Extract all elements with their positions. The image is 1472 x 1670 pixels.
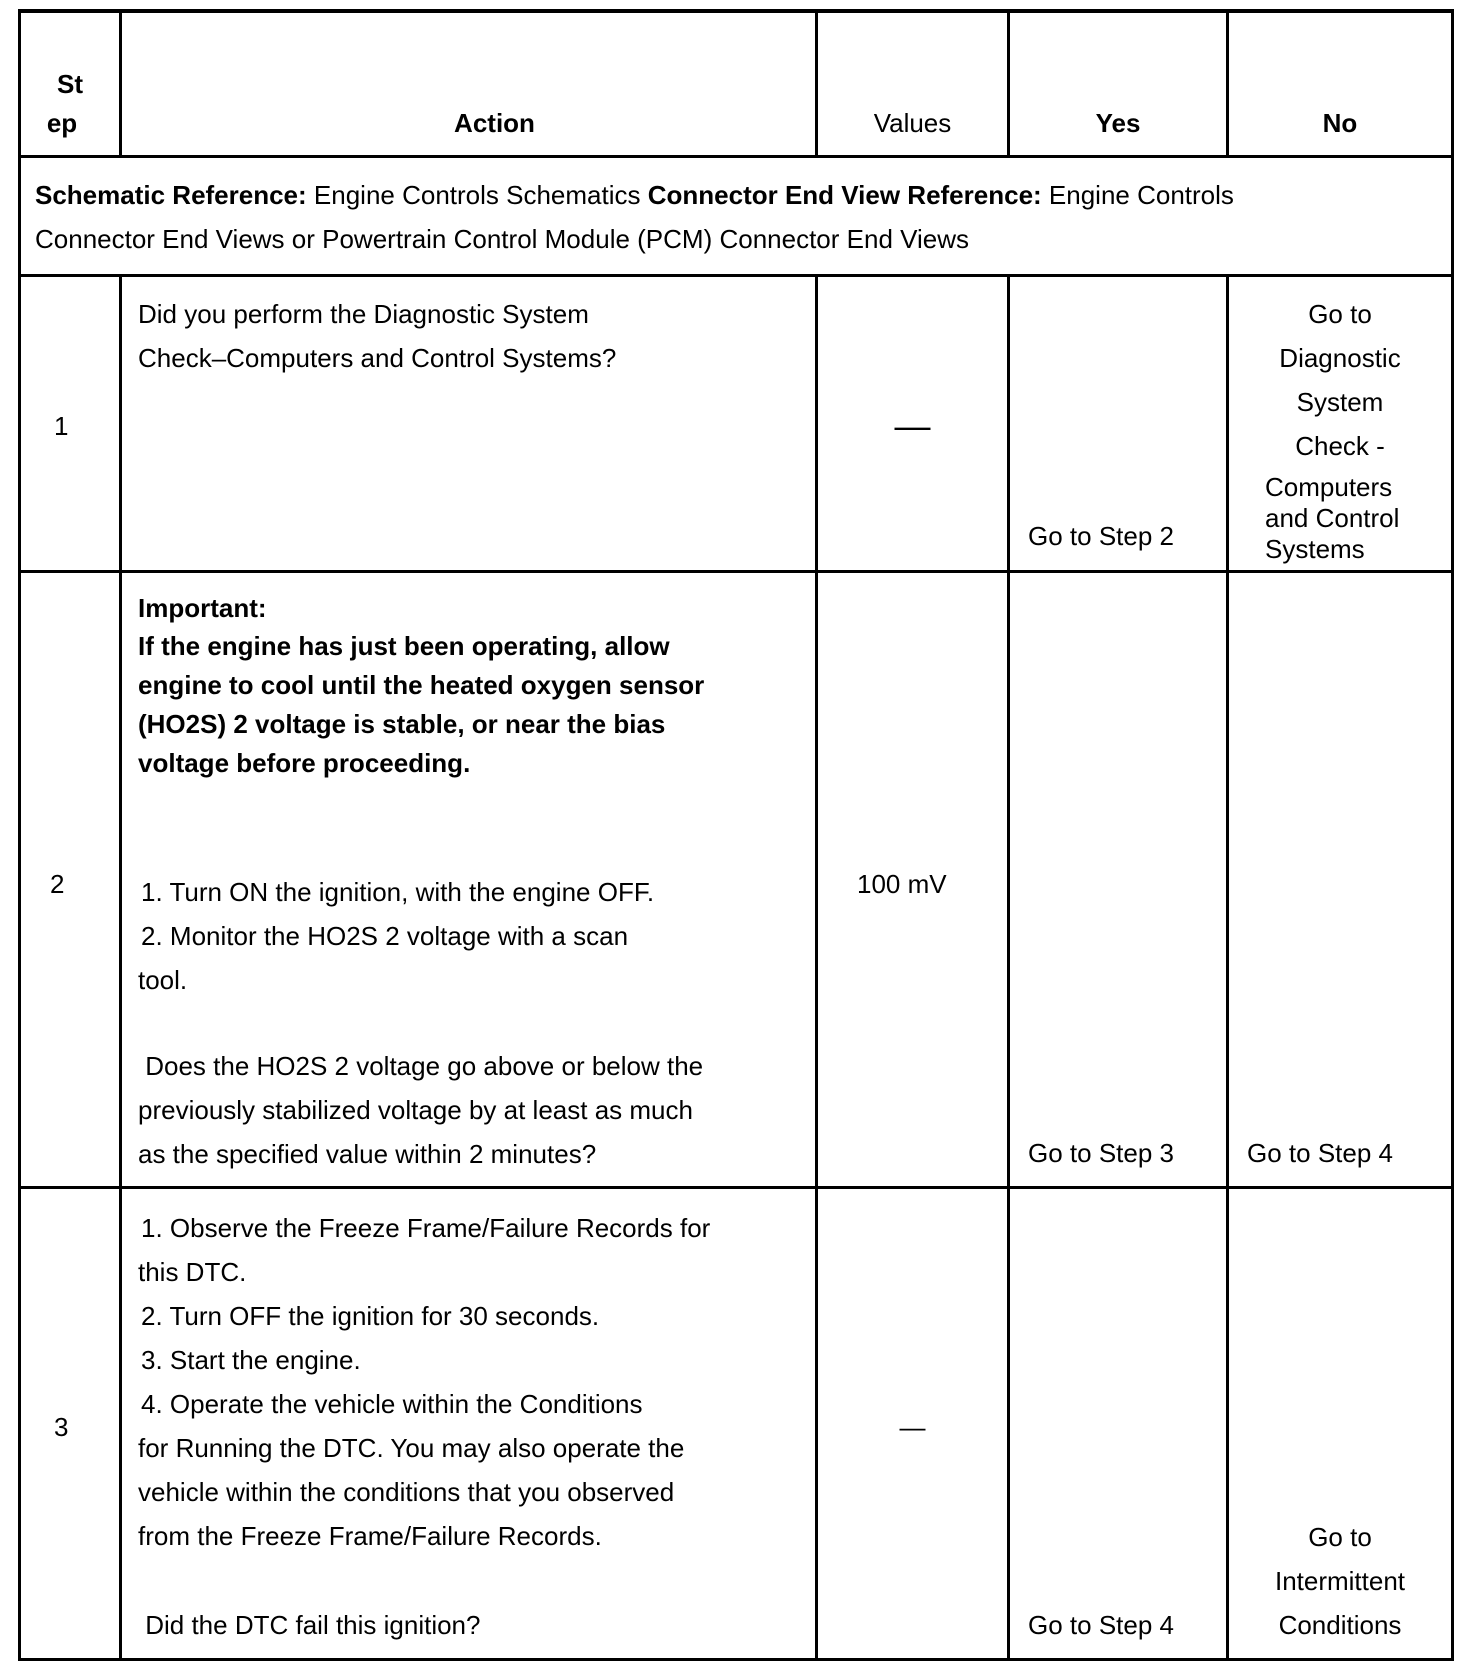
table-border-top <box>18 9 1454 13</box>
important-note-line: voltage before proceeding. <box>138 748 471 778</box>
header-yes: Yes <box>1095 108 1141 138</box>
step-number: 2 <box>50 869 65 899</box>
value-text: 100 mV <box>857 869 947 899</box>
action-step-item: this DTC. <box>138 1257 247 1287</box>
row1-divider <box>18 570 1454 573</box>
important-label: Important: <box>138 593 267 623</box>
header-no: No <box>1322 108 1358 138</box>
no-result: Go to Step 4 <box>1247 1138 1393 1168</box>
no-result-line: Conditions <box>1278 1610 1402 1640</box>
header-action: Action <box>454 108 535 138</box>
col-divider-step <box>119 274 122 1661</box>
no-result <box>1229 292 1451 468</box>
col-divider-values <box>1007 274 1010 1661</box>
important-note-line: (HO2S) 2 voltage is stable, or near the bias <box>138 709 666 739</box>
connector-reference-value: Engine Controls <box>1041 180 1234 210</box>
action-step-item: tool. <box>138 965 188 995</box>
value-text: — <box>899 1412 926 1442</box>
action-question-line: as the specified value within 2 minutes? <box>138 1139 597 1169</box>
row2-divider <box>18 1186 1454 1189</box>
action-text: Did you perform the Diagnostic System <box>138 299 589 329</box>
action-question-line: previously stabilized voltage by at least as much <box>138 1095 693 1125</box>
action-text: Check–Computers and Control Systems? <box>138 343 617 373</box>
col-divider-yes <box>1226 274 1229 1661</box>
no-result-line: Diagnostic <box>1279 343 1401 373</box>
connector-reference-label: Connector End View Reference: <box>647 180 1042 210</box>
step-number: 1 <box>54 411 69 441</box>
header-values: Values <box>873 108 952 138</box>
action-question <box>138 1044 703 1176</box>
header-step-line1: St <box>57 69 83 99</box>
no-result-line: Systems <box>1265 534 1365 564</box>
no-result-line: and Control <box>1265 503 1400 533</box>
no-result-continued <box>1265 472 1399 565</box>
reference-line2: Connector End Views or Powertrain Control Module (PCM) Connector End Views <box>35 224 970 254</box>
schematic-reference-label: Schematic Reference: <box>35 180 307 210</box>
reference-divider <box>18 274 1454 277</box>
no-result-line: Go to <box>1308 1522 1372 1552</box>
action-question: Did the DTC fail this ignition? <box>138 1610 481 1640</box>
step-number: 3 <box>54 1412 69 1442</box>
no-result-line: Intermittent <box>1274 1566 1406 1596</box>
table-border-left <box>18 9 21 1661</box>
yes-result: Go to Step 3 <box>1028 1138 1174 1168</box>
col-divider-action <box>815 274 818 1661</box>
action-step-item: 1. Observe the Freeze Frame/Failure Records for <box>141 1213 711 1243</box>
action-step-item: 2. Turn OFF the ignition for 30 seconds. <box>141 1301 600 1331</box>
schematic-reference-value: Engine Controls Schematics <box>306 180 648 210</box>
value-text: — <box>894 405 931 446</box>
no-result-line: Go to <box>1308 299 1372 329</box>
action-step-item: for Running the DTC. You may also operate the <box>138 1433 685 1463</box>
header-divider <box>18 155 1454 158</box>
action-step-item: 2. Monitor the HO2S 2 voltage with a scan <box>141 921 629 951</box>
action-step-item: 1. Turn ON the ignition, with the engine OFF. <box>141 877 655 907</box>
table-border-bottom <box>18 1658 1454 1661</box>
important-note-line: engine to cool until the heated oxygen sensor <box>138 670 705 700</box>
action-step-item: 3. Start the engine. <box>141 1345 361 1375</box>
header-step-line2: ep <box>46 108 78 138</box>
action-question-line: Does the HO2S 2 voltage go above or below the <box>138 1051 704 1081</box>
no-result-line: System <box>1296 387 1384 417</box>
important-note <box>138 627 704 783</box>
action-step-item: vehicle within the conditions that you observed <box>138 1477 675 1507</box>
no-result <box>1229 1515 1451 1647</box>
action-steps <box>138 1206 710 1558</box>
yes-result: Go to Step 2 <box>1028 521 1174 551</box>
no-result-line: Check - <box>1295 431 1385 461</box>
yes-result: Go to Step 4 <box>1028 1610 1174 1640</box>
action-step-item: from the Freeze Frame/Failure Records. <box>138 1521 602 1551</box>
important-note-line: If the engine has just been operating, allow <box>138 631 670 661</box>
no-result-line: Computers <box>1265 472 1393 502</box>
table-border-right <box>1451 9 1454 1661</box>
reference-line1 <box>35 173 1234 217</box>
action-step-item: 4. Operate the vehicle within the Conditions <box>141 1389 643 1419</box>
